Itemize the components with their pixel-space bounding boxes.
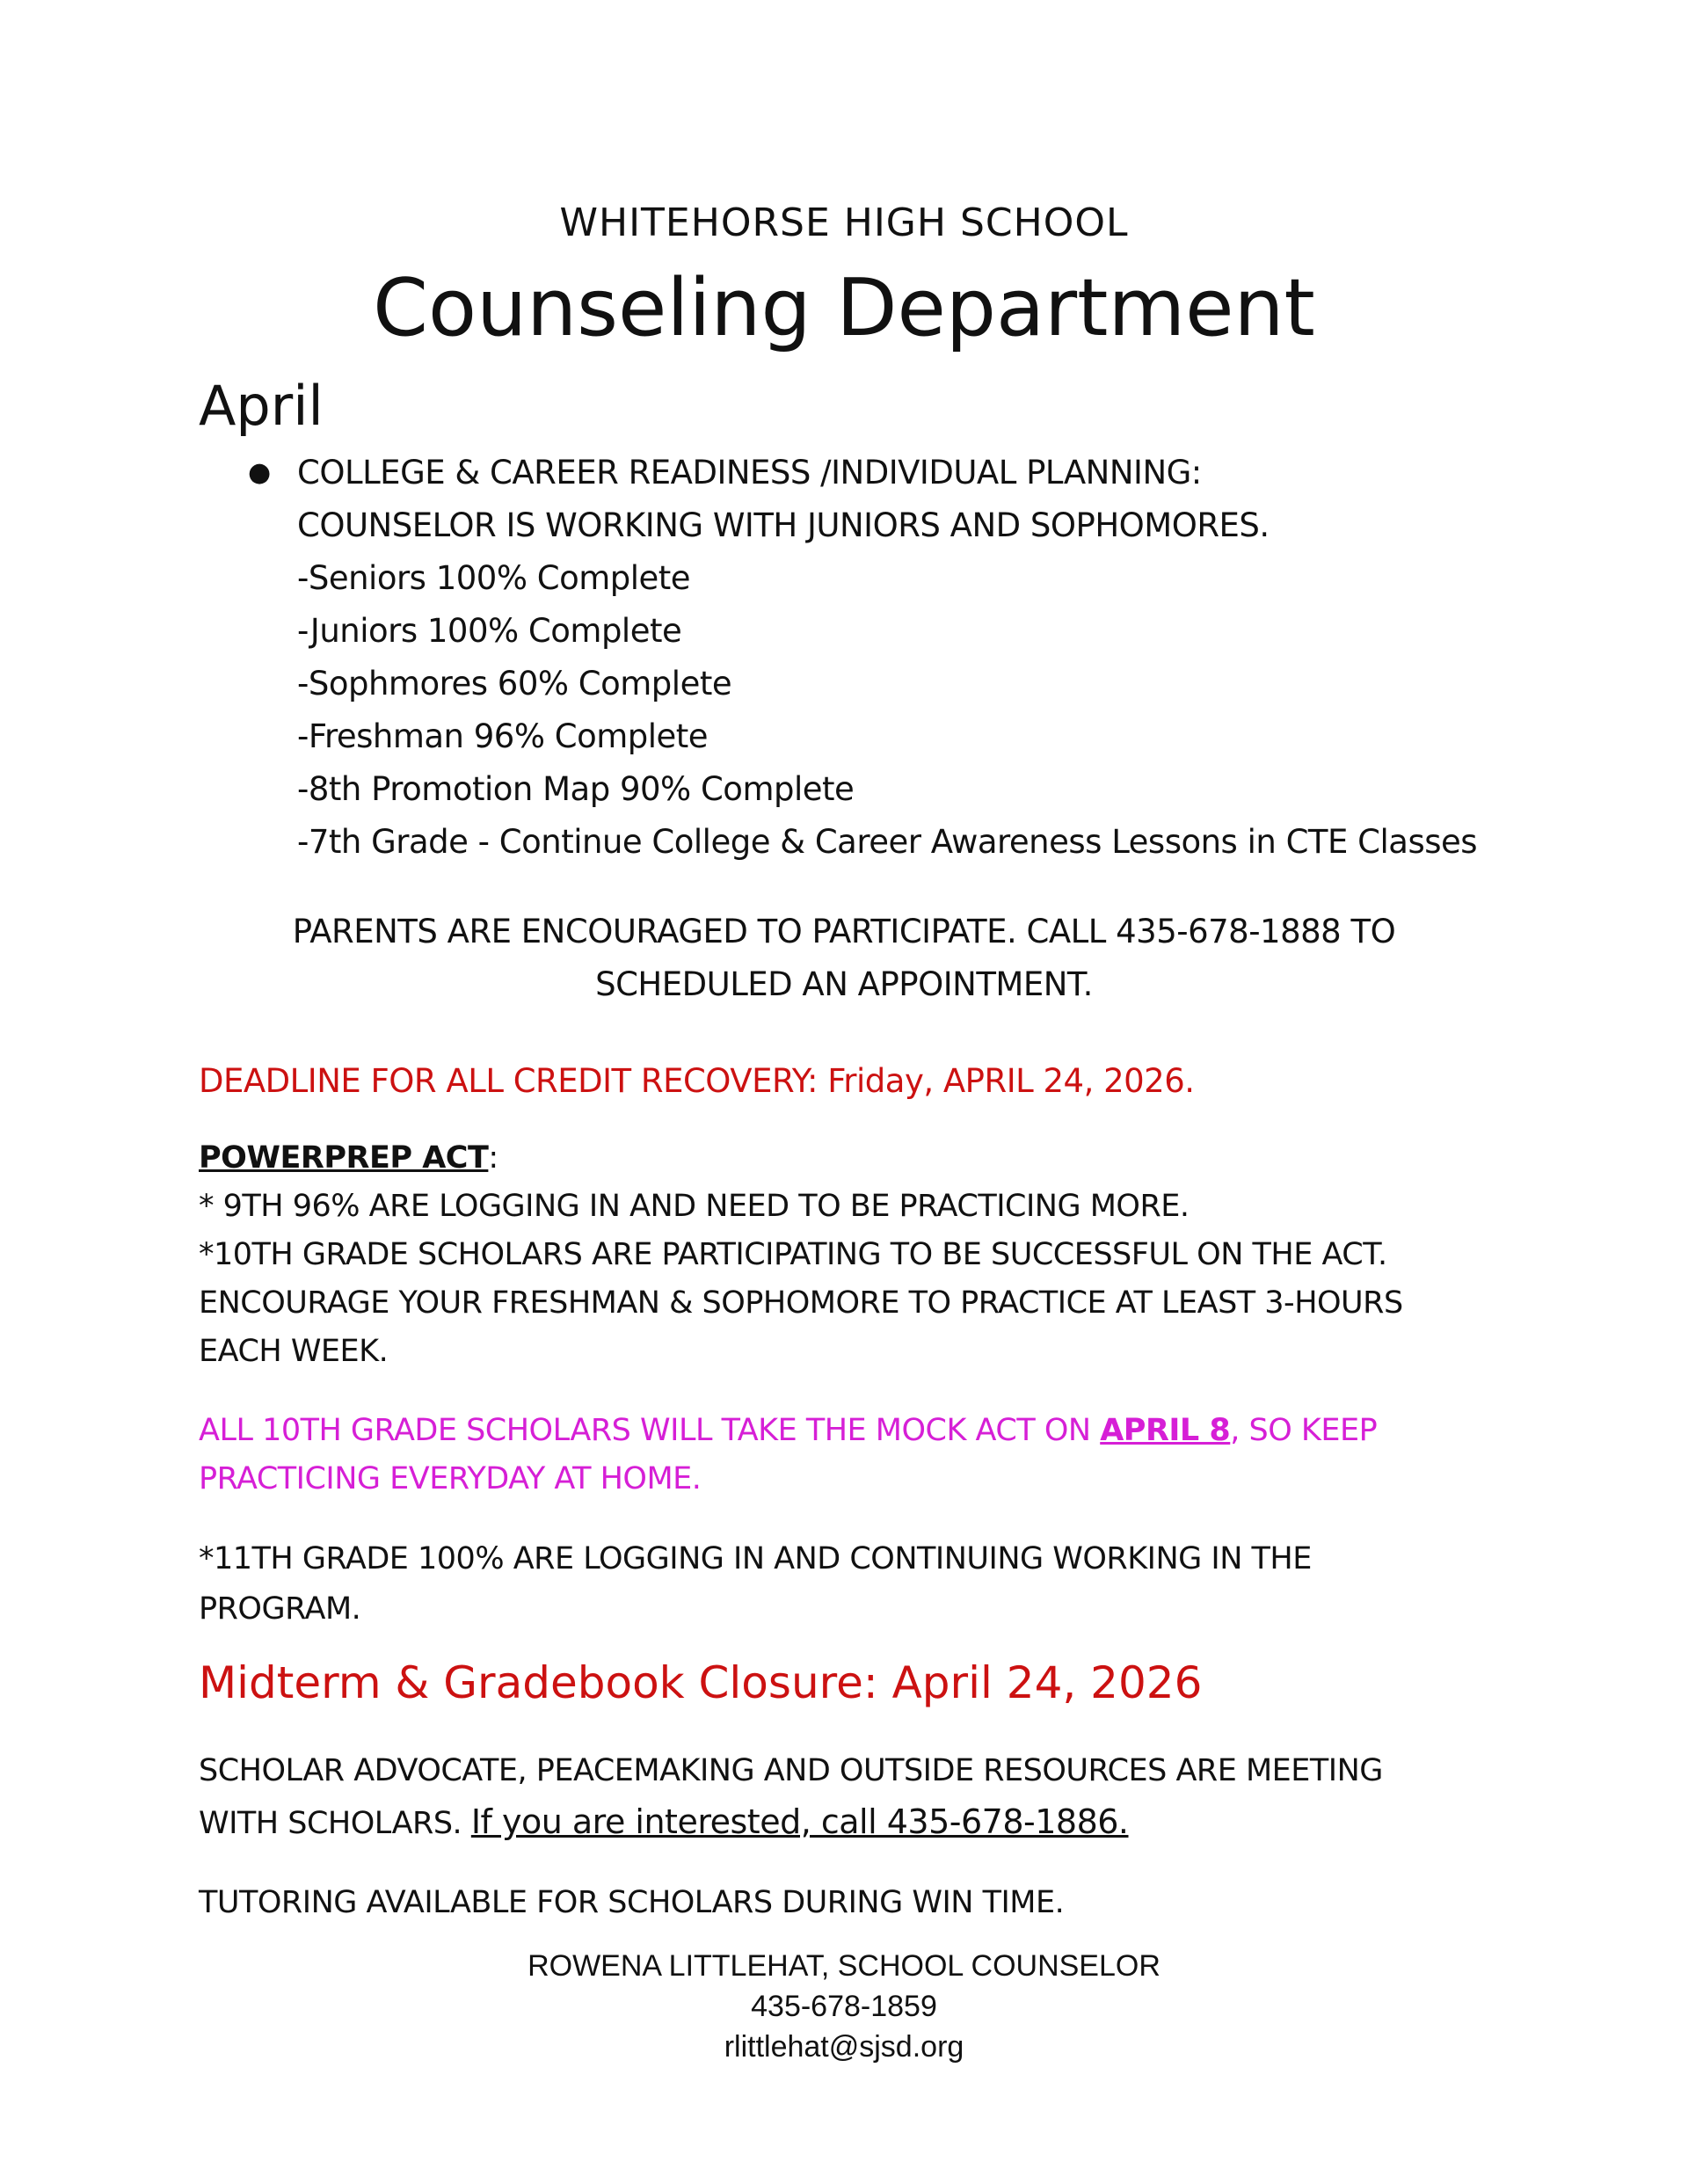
mock-act-date: APRIL 8 (1100, 1413, 1231, 1448)
mock-act-line: PRACTICING EVERYDAY AT HOME. (199, 1461, 702, 1496)
parents-line: PARENTS ARE ENCOURAGED TO PARTICIPATE. CALL 435-678-1888 TO (292, 913, 1396, 950)
credit-recovery-deadline: DEADLINE FOR ALL CREDIT RECOVERY: Friday, APRIL 24, 2026. (199, 1062, 1195, 1100)
eleventh-grade-notice (199, 1534, 1517, 1634)
midterm-closure: Midterm & Gradebook Closure: April 24, 2026 (199, 1657, 1203, 1708)
powerprep-line: EACH WEEK. (199, 1334, 389, 1369)
planning-line: -8th Promotion Map 90% Complete (297, 770, 855, 808)
powerprep-line: ENCOURAGE YOUR FRESHMAN & SOPHOMORE TO PRACTICE AT LEAST 3-HOURS (199, 1285, 1403, 1321)
page-title: Counseling Department (373, 262, 1315, 354)
advocate-call-link[interactable]: If you are interested, call 435-678-1886. (470, 1802, 1129, 1841)
advocate-notice (199, 1745, 1517, 1849)
parents-line: SCHEDULED AN APPOINTMENT. (595, 965, 1093, 1003)
powerprep-heading: POWERPREP ACT (199, 1140, 489, 1176)
advocate-prefix: WITH SCHOLARS. (199, 1806, 471, 1841)
bullet-icon: ● (248, 457, 271, 488)
advocate-line: SCHOLAR ADVOCATE, PEACEMAKING AND OUTSIDE RESOURCES ARE MEETING (199, 1753, 1383, 1788)
eleventh-line: *11TH GRADE 100% ARE LOGGING IN AND CONTINUING WORKING IN THE (199, 1541, 1312, 1576)
counselor-phone: 435-678-1859 (751, 1990, 937, 2023)
planning-line: COUNSELOR IS WORKING WITH JUNIORS AND SOPHOMORES. (297, 506, 1270, 544)
counselor-name: ROWENA LITTLEHAT, SCHOOL COUNSELOR (528, 1949, 1160, 1983)
mock-act-suffix: , SO KEEP (1230, 1413, 1378, 1448)
month-heading: April (199, 374, 324, 438)
mock-act-line (199, 1407, 1517, 1455)
counselor-email[interactable]: rlittlehat@sjsd.org (724, 2030, 964, 2064)
eleventh-line: PROGRAM. (199, 1591, 361, 1627)
powerprep-line: *10TH GRADE SCHOLARS ARE PARTICIPATING TO BE SUCCESSFUL ON THE ACT. (199, 1237, 1387, 1272)
planning-line: -Seniors 100% Complete (297, 559, 691, 597)
planning-line: -7th Grade - Continue College & Career Awareness Lessons in CTE Classes (297, 823, 1478, 861)
contact-footer (0, 1946, 1688, 2067)
planning-line: -Juniors 100% Complete (297, 612, 682, 650)
mock-act-notice (199, 1407, 1517, 1503)
powerprep-colon: : (488, 1140, 498, 1176)
tutoring-notice: TUTORING AVAILABLE FOR SCHOLARS DURING WIN TIME. (199, 1885, 1065, 1920)
powerprep-line: * 9TH 96% ARE LOGGING IN AND NEED TO BE PRACTICING MORE. (199, 1189, 1190, 1224)
powerprep-heading-row (199, 1134, 1517, 1183)
mock-act-prefix: ALL 10TH GRADE SCHOLARS WILL TAKE THE MOCK ACT ON (199, 1413, 1101, 1448)
planning-lines (297, 447, 1528, 869)
planning-line: -Sophmores 60% Complete (297, 665, 732, 703)
planning-line: -Freshman 96% Complete (297, 717, 709, 755)
powerprep-section (199, 1134, 1517, 1376)
school-name: WHITEHORSE HIGH SCHOOL (559, 200, 1129, 245)
planning-line: COLLEGE & CAREER READINESS /INDIVIDUAL PLANNING: (297, 454, 1202, 491)
advocate-line (199, 1796, 1517, 1849)
parents-notice (229, 906, 1459, 1011)
